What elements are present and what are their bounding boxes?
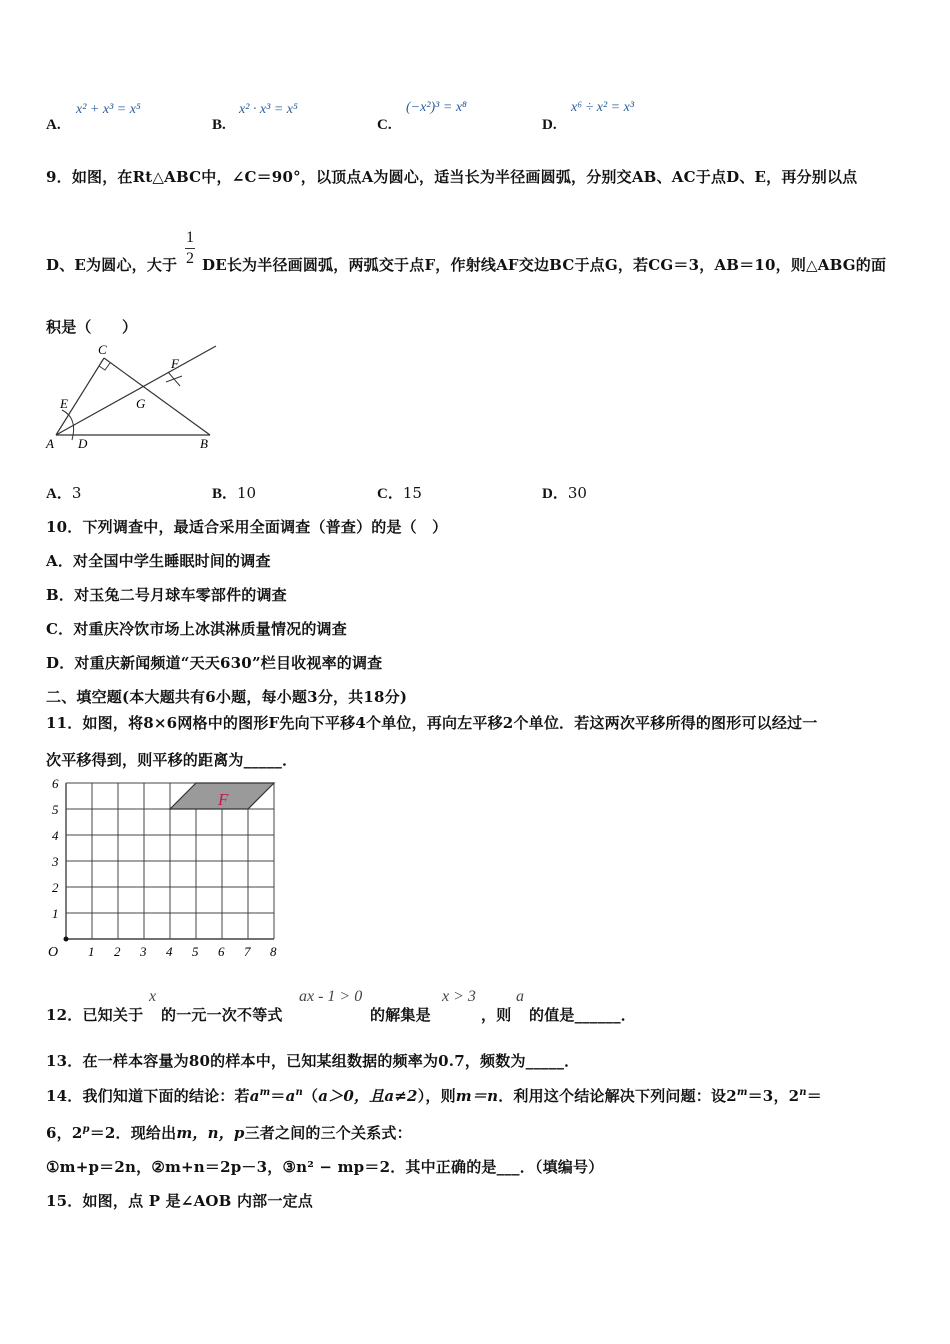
label-f: F xyxy=(171,356,179,371)
x-tick-label: 6 xyxy=(218,944,225,959)
q9-option-d[interactable] xyxy=(542,482,587,503)
option-letter: D． xyxy=(542,486,568,502)
label-c: C xyxy=(98,342,107,357)
option-value: 10 xyxy=(237,484,257,502)
q12-t5: 的值是______． xyxy=(529,1006,637,1024)
option-letter: B. xyxy=(212,117,226,133)
q14-line2 xyxy=(46,1122,412,1143)
q14-line3: ①m+p＝2n，②m+n＝2p－3，③n² − mp＝2．其中正确的是___．（填编号） xyxy=(46,1158,604,1176)
triangle-figure xyxy=(40,342,220,458)
fraction-numerator: 1 xyxy=(186,229,194,246)
q8-formula-d: x⁶ ÷ x² = x³ xyxy=(571,100,635,115)
grid-figure xyxy=(44,776,288,966)
x-tick-labels xyxy=(88,944,277,959)
label-d: D xyxy=(78,436,88,451)
q14-text: ．利用这个结论解决下列问题：设2 xyxy=(498,1087,737,1105)
q14-var: m＝n xyxy=(455,1087,499,1105)
q14-text: 三者之间的三个关系式： xyxy=(244,1124,412,1142)
q12-inequality: ax - 1 > 0 xyxy=(299,988,363,1005)
y-tick-label: 1 xyxy=(52,906,59,921)
option-letter: A． xyxy=(46,486,72,502)
label-g: G xyxy=(136,396,146,411)
origin-label: O xyxy=(48,945,59,960)
q14-text: ＝2．现给出 xyxy=(89,1124,177,1142)
x-tick-label: 7 xyxy=(244,944,251,959)
q10-stem: 10．下列调查中，最适合采用全面调查（普查）的是（ ） xyxy=(46,518,448,536)
y-tick-labels xyxy=(51,776,59,921)
q14-var: a xyxy=(285,1087,296,1105)
q14-text: ＝ xyxy=(806,1087,822,1105)
origin-dot xyxy=(64,937,69,942)
q9-line1: 9．如图，在Rt△ABC中，∠C＝90°，以顶点A为圆心，适当长为半径画圆弧，分别交AB、AC于点D、E，再分别以点 xyxy=(46,168,858,186)
q13-text: 13．在一样本容量为80的样本中，已知某组数据的频率为0.7，频数为_____． xyxy=(46,1052,580,1070)
q14-line1 xyxy=(46,1085,822,1106)
q8-formula-b: x² · x³ = x⁵ xyxy=(239,102,298,117)
arc-f2 xyxy=(166,376,182,382)
option-value: 3 xyxy=(71,484,82,502)
q9-line3: 积是（ ） xyxy=(46,318,138,336)
x-tick-label: 4 xyxy=(166,944,173,959)
fraction-bar xyxy=(185,248,195,249)
q12-t1: 12．已知关于 xyxy=(46,1006,144,1024)
fraction-one-half xyxy=(185,229,195,268)
q12-var-x: x xyxy=(149,988,157,1005)
q9-option-b[interactable] xyxy=(212,482,256,503)
label-b: B xyxy=(200,436,208,451)
q10-option-d[interactable]: D．对重庆新闻频道“天天630”栏目收视率的调查 xyxy=(46,654,383,672)
label-e: E xyxy=(60,396,68,411)
x-tick-label: 8 xyxy=(270,944,277,959)
q14-text: ＝ xyxy=(270,1087,286,1105)
q9-line2-pre: D、E为圆心，大于 xyxy=(46,256,178,274)
q14-text: 6，2 xyxy=(46,1124,83,1142)
q12-solution: x > 3 xyxy=(442,988,476,1005)
q14-exp: n xyxy=(799,1087,807,1098)
y-tick-label: 5 xyxy=(52,802,59,817)
x-tick-label: 2 xyxy=(114,944,121,959)
q14-condition: a＞0，且a≠2 xyxy=(318,1087,418,1105)
option-letter: D. xyxy=(542,117,557,133)
y-tick-label: 2 xyxy=(52,880,59,895)
q11-line2: 次平移得到，则平移的距离为_____． xyxy=(46,751,298,769)
q10-option-a[interactable]: A．对全国中学生睡眠时间的调查 xyxy=(46,552,271,570)
x-tick-label: 5 xyxy=(192,944,199,959)
q10-option-b[interactable]: B．对玉兔二号月球车零部件的调查 xyxy=(46,586,287,604)
option-value: 30 xyxy=(567,484,587,502)
q8-option-a[interactable] xyxy=(46,114,61,134)
fraction-denominator: 2 xyxy=(186,250,194,267)
q10-option-c[interactable]: C．对重庆冷饮市场上冰淇淋质量情况的调查 xyxy=(46,620,347,638)
q8-option-c[interactable] xyxy=(377,114,392,134)
q15-text: 15．如图，点 P 是∠AOB 内部一定点 xyxy=(46,1192,313,1210)
section-heading: 二、填空题(本大题共有6小题，每小题3分，共18分) xyxy=(46,688,408,706)
q8-formula-c: (−x²)³ = x⁸ xyxy=(406,100,467,115)
option-letter: C． xyxy=(377,486,403,502)
q9-line2-post: DE长为半径画圆弧，两弧交于点F，作射线AF交边BC于点G，若CG＝3，AB＝10，则△ABG的面 xyxy=(202,256,887,274)
q14-exp: n xyxy=(295,1087,303,1098)
option-value: 15 xyxy=(402,484,422,502)
q8-option-b[interactable] xyxy=(212,114,226,134)
q14-exp: m xyxy=(736,1087,748,1098)
q14-exp: m xyxy=(259,1087,271,1098)
x-tick-label: 3 xyxy=(140,944,147,959)
y-tick-label: 4 xyxy=(52,828,59,843)
x-tick-label: 1 xyxy=(88,944,95,959)
q12-t4: ，则 xyxy=(481,1006,512,1024)
option-letter: B． xyxy=(212,486,238,502)
q9-option-a[interactable] xyxy=(46,482,81,503)
shape-f-label: F xyxy=(218,790,229,809)
q8-options-row xyxy=(46,100,926,136)
q12-t2: 的一元一次不等式 xyxy=(161,1006,283,1024)
option-letter: C. xyxy=(377,117,392,133)
q8-option-d[interactable] xyxy=(542,114,557,134)
q14-exp: p xyxy=(82,1124,90,1135)
q9-option-c[interactable] xyxy=(377,482,422,503)
q8-formula-a: x² + x³ = x⁵ xyxy=(76,102,141,117)
q14-text: ），则 xyxy=(417,1087,456,1105)
q14-var: m，n，p xyxy=(176,1124,245,1142)
label-a: A xyxy=(46,436,54,451)
q14-text: ＝3，2 xyxy=(747,1087,800,1105)
q14-text: 14．我们知道下面的结论：若 xyxy=(46,1087,250,1105)
option-letter: A. xyxy=(46,117,61,133)
q12-var-a: a xyxy=(516,988,524,1005)
q12-t3: 的解集是 xyxy=(370,1006,431,1024)
y-tick-label: 3 xyxy=(52,854,59,869)
q11-line1: 11．如图，将8×6网格中的图形F先向下平移4个单位，再向左平移2个单位．若这两次平移所得的图形可以经过一 xyxy=(46,714,818,732)
q14-var: a xyxy=(249,1087,260,1105)
q14-text: （ xyxy=(303,1087,319,1105)
y-tick-label: 6 xyxy=(52,776,59,791)
segment-cb xyxy=(104,358,210,435)
